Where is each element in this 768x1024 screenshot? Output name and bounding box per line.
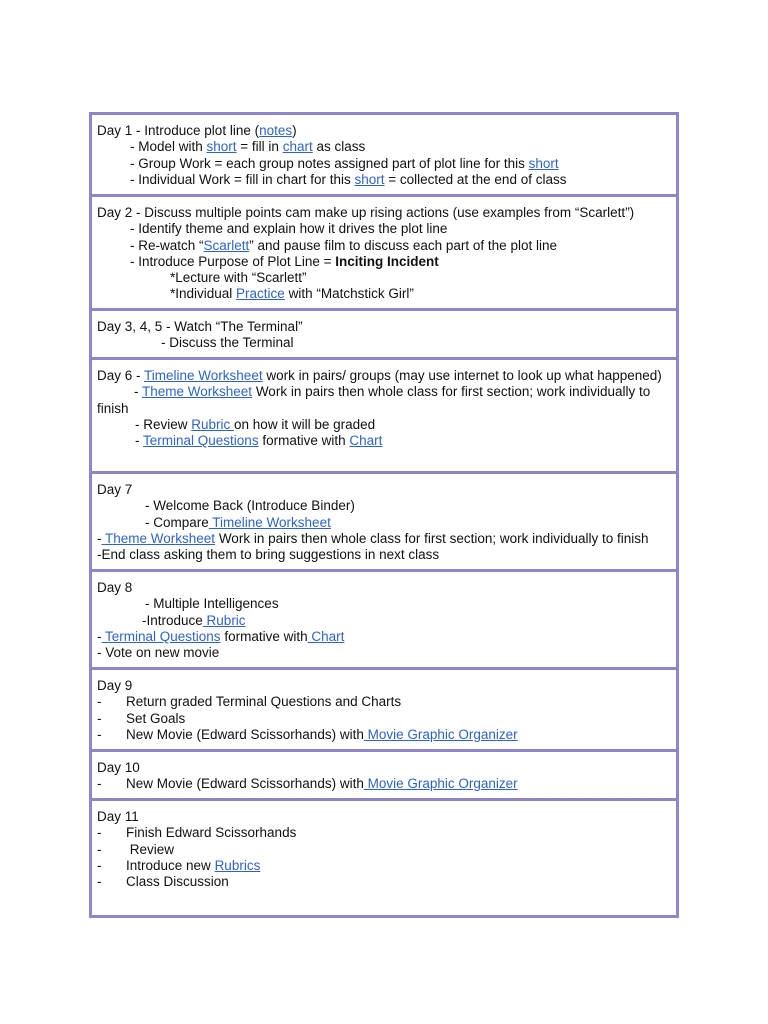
text: on how it will be graded (234, 416, 376, 432)
day-7-item: - Welcome Back (Introduce Binder) (145, 498, 355, 514)
text: formative with (258, 433, 350, 449)
text: Review (126, 841, 175, 857)
day-9-item (97, 711, 672, 727)
day-2-item (97, 254, 672, 270)
day-8-cell (92, 572, 676, 670)
short-link[interactable]: short (354, 171, 385, 187)
text: = fill in (236, 139, 283, 155)
day-10-item (97, 776, 672, 792)
short-link[interactable]: short (206, 139, 237, 155)
dash: - (97, 857, 102, 873)
day-8-item (97, 629, 672, 645)
text: Finish Edward Scissorhands (126, 825, 297, 841)
chart-link[interactable]: Chart (307, 628, 345, 644)
text: *Individual (170, 286, 237, 302)
inciting-incident: Inciting Incident (335, 253, 439, 269)
text: with “Matchstick Girl” (284, 286, 414, 302)
day-8-item: - Vote on new movie (97, 645, 220, 661)
timeline-worksheet-link[interactable]: Timeline Worksheet (208, 514, 331, 530)
theme-worksheet-link[interactable]: Theme Worksheet (101, 530, 216, 546)
day-11-item (97, 874, 672, 890)
day-10-cell (92, 752, 676, 801)
theme-worksheet-link[interactable]: Theme Worksheet (142, 384, 253, 400)
movie-graphic-organizer-link[interactable]: Movie Graphic Organizer (363, 776, 518, 792)
dash: - (97, 825, 102, 841)
terminal-questions-link[interactable]: Terminal Questions (101, 628, 221, 644)
chart-link[interactable]: chart (282, 139, 313, 155)
day-2-heading: Day 2 - Discuss multiple points cam make up rising actions (use examples from “Scarlett”) (97, 205, 635, 220)
day-3-5-heading: Day 3, 4, 5 - Watch “The Terminal” (97, 319, 303, 334)
text: Day 1 - Introduce plot line ( (97, 123, 260, 138)
text: New Movie (Edward Scissorhands) with (126, 726, 364, 742)
dash: - (97, 710, 102, 726)
day-8-item: - Multiple Intelligences (145, 596, 279, 612)
notes-link[interactable]: notes (259, 123, 293, 138)
text: = collected at the end of class (384, 171, 567, 187)
rubrics-link[interactable]: Rubrics (214, 857, 261, 873)
lesson-plan-table (89, 112, 679, 918)
day-11-item (97, 825, 672, 841)
day-6-item (97, 384, 672, 417)
day-1-item (97, 156, 672, 172)
text: -Introduce (142, 612, 203, 628)
dash: - (97, 726, 102, 742)
day-11-cell (92, 801, 676, 915)
day-6-cell (92, 360, 676, 474)
text: ” and pause film to discuss each part of the plot line (249, 237, 557, 253)
dash: - (97, 776, 102, 792)
day-11-item (97, 842, 672, 858)
day-3-5-item: - Discuss the Terminal (161, 335, 294, 351)
text: - Review (135, 416, 192, 432)
day-9-heading: Day 9 (97, 678, 133, 693)
text: - Individual Work = fill in chart for this (130, 171, 355, 187)
day-7-item (97, 515, 672, 531)
text: - (134, 384, 143, 400)
movie-graphic-organizer-link[interactable]: Movie Graphic Organizer (363, 726, 518, 742)
text: New Movie (Edward Scissorhands) with (126, 776, 364, 792)
day-7-item: -End class asking them to bring suggestions in next class (97, 547, 440, 563)
day-1-heading (97, 123, 672, 139)
dash: - (97, 874, 102, 890)
day-11-heading: Day 11 (97, 809, 139, 824)
timeline-worksheet-link[interactable]: Timeline Worksheet (144, 368, 263, 383)
text: - (97, 530, 102, 546)
text: Return graded Terminal Questions and Charts (126, 694, 402, 710)
day-2-subitem: *Lecture with “Scarlett” (170, 270, 307, 286)
day-8-item (97, 613, 672, 629)
day-2-subitem (97, 286, 672, 302)
text: Work in pairs then whole class for first section; work individually to finish (97, 384, 651, 416)
dash: - (97, 694, 102, 710)
day-6-item (97, 417, 672, 433)
day-1-item (97, 139, 672, 155)
text: Day 6 - (97, 368, 145, 383)
day-6-item (97, 433, 672, 449)
text: - (135, 433, 144, 449)
day-2-item (97, 238, 672, 254)
text: - Model with (130, 139, 207, 155)
day-11-item (97, 858, 672, 874)
day-9-item (97, 727, 672, 743)
text: - Re-watch “ (130, 237, 204, 253)
chart-link[interactable]: Chart (349, 433, 383, 449)
text: - Compare (145, 514, 209, 530)
text: work in pairs/ groups (may use internet to look up what happened) (262, 368, 662, 383)
text: Set Goals (126, 710, 186, 726)
practice-link[interactable]: Practice (236, 286, 285, 302)
day-6-heading (97, 368, 672, 384)
day-10-heading: Day 10 (97, 760, 140, 775)
day-7-cell (92, 474, 676, 572)
rubric-link[interactable]: Rubric (202, 612, 246, 628)
scarlett-link[interactable]: Scarlett (203, 237, 250, 253)
text: as class (312, 139, 366, 155)
text: formative with (220, 628, 308, 644)
text: ) (292, 123, 297, 138)
day-2-cell (92, 197, 676, 311)
short-link[interactable]: short (528, 155, 559, 171)
text: Work in pairs then whole class for first section; work individually to finish (215, 530, 649, 546)
day-3-5-cell (92, 311, 676, 360)
text: Introduce new (126, 857, 215, 873)
dash: - (97, 841, 102, 857)
text: - Introduce Purpose of Plot Line = (130, 253, 336, 269)
day-1-item (97, 172, 672, 188)
day-8-heading: Day 8 (97, 580, 133, 595)
day-2-item: - Identify theme and explain how it drives the plot line (130, 221, 448, 237)
day-9-item (97, 694, 672, 710)
text: - (97, 628, 102, 644)
terminal-questions-link[interactable]: Terminal Questions (143, 433, 259, 449)
day-1-cell (92, 115, 676, 197)
day-7-heading: Day 7 (97, 482, 133, 497)
day-7-item (97, 531, 672, 547)
text: - Group Work = each group notes assigned part of plot line for this (130, 155, 529, 171)
rubric-link[interactable]: Rubric (191, 416, 235, 432)
day-9-cell (92, 670, 676, 752)
text: Class Discussion (126, 874, 229, 890)
